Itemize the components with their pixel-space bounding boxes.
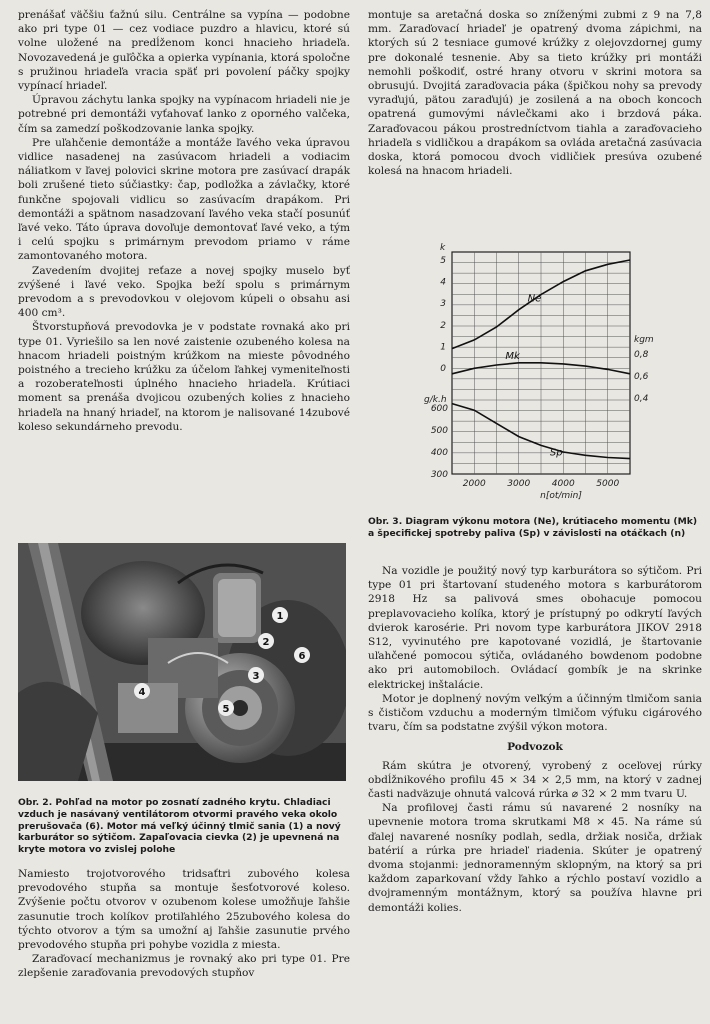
tick-label-left: 2 — [440, 320, 446, 331]
paragraph: Úpravou záchytu lanka spojky na vypínacom hriadeli nie je potrebné pri demontáži vyťahovať lanko z oporného valčeka, čím sa zamedzí poškodzovanie lanka spojky. — [18, 94, 350, 135]
engine-photo — [18, 543, 346, 781]
tick-label-left: 4 — [440, 277, 446, 288]
left-column-bottom — [18, 867, 350, 981]
tick-label-x: 5000 — [596, 479, 620, 489]
engine-illustration — [18, 543, 346, 781]
callout-label: 3 — [252, 671, 260, 682]
performance-chart — [418, 242, 678, 504]
right-column-top — [368, 8, 702, 178]
x-axis-label: n[ot/min] — [540, 491, 582, 501]
callout-label: 6 — [298, 651, 306, 662]
series-label: Mk — [505, 351, 520, 362]
tick-label-left: 500 — [430, 426, 448, 436]
tick-label-x: 4000 — [551, 479, 575, 489]
section-heading: Podvozok — [507, 741, 563, 754]
chart-canvas — [418, 242, 678, 504]
chart-caption: Obr. 3. Diagram výkonu motora (Ne), krútiaceho momentu (Mk) a špecifickej spotreby paliva (Sp) v závislosti na otáčkach (n) — [368, 516, 698, 539]
right-column-bottom — [368, 564, 702, 915]
paragraph: montuje sa aretačná doska so zníženými zubmi z 9 na 7,8 mm. Zaraďovací hriadeľ je opatrený dvoma zápichmi, na ktorých sú 2 tesniace gumové krúžky z olejovzdornej gumy pre dokonalé tesnenie. Aby sa tieto krúžky pri montáži nemohli poškodiť, ostré hrany otvoru v skrini motora sa obrusujú. Dvojitá zaraďovacia páka (špičkou nohy sa prevody vyraďujú, pätou zaraďujú) je zosilená a na oboch koncoch opatrená gumovými návlečkami ako i brzdová páka. Zaraďovacou pákou prostredníctvom tiahla a zaraďovacieho hriadeľa s vidličkou a drapákom sa ovláda aretačná zasúvacia doska, ktorá pomocou dvoch vidličiek presúva ozubené kolesá na hnacom hriadeli. — [368, 9, 702, 178]
tick-label-x: 2000 — [462, 479, 486, 489]
tick-label-left: 400 — [430, 448, 448, 458]
paragraph: Namiesto trojotvorového tridsaťtri zubového kolesa prevodového stupňa sa montuje šesťotvorové koleso. Zvýšenie počtu otvorov v ozubenom kolese umožňuje ľahšie zasunutie troch kolíkov protiľahlého 25zubového kolesa do týchto otvorov a tým sa umožní aj ľahšie zasunutie prvého prevodového stupňa pri pohybe vozidla z miesta. — [18, 868, 350, 952]
tick-label-x: 3000 — [507, 479, 531, 489]
photo-caption: Obr. 2. Pohľad na motor po zosnatí zadného krytu. Chladiaci vzduch je nasávaný ventilátorom otvormi pravého veka okolo prerušovača (6). Motor má veľký účinný tlmič sania (1) a nový karburátor so sýtičom. Zapaľovacia cievka (2) je upevnená na kryte motora vo zvislej polohe — [18, 797, 341, 856]
callout-label: 2 — [262, 637, 270, 648]
series-label: Ne — [527, 293, 542, 305]
tick-label-left: 1 — [440, 342, 446, 353]
paragraph: Štvorstupňová prevodovka je v podstate rovnaká ako pri type 01. Vyriešilo sa len nové zaistenie ozubeného kolesa na hnacom hriadeli poistným krúžkom na mieste pôvodného poistného a trecieho krúžku za účelom ľahkej vymeniteľnosti a rozoberateľnosti úplného hnacieho hriadeľa. Krútiaci moment sa prenáša dvojicou ozubených kolies z hnacieho hriadeľa na hnaný hriadeľ, na ktorom je nalisované 14zubové koleso sekundárneho prevodu. — [18, 321, 350, 433]
paragraph: Zaraďovací mechanizmus je rovnaký ako pri type 01. Pre zlepšenie zaraďovania prevodových stupňov — [18, 953, 350, 980]
tick-label-right: 0,8 — [634, 350, 649, 360]
paragraph: prenášať väčšiu ťažnú silu. Centrálne sa vypína — podobne ako pri type 01 — cez vodiace puzdro a hlavicu, ktoré sú volne uložené na predĺženom konci hnacieho hriadeľa. Novozavedená je guľôčka a opierka vypínania, ktorá spoločne s pružinou hriadeľa vracia späť pri povolení páčky spojky vypínací hriadeľ. — [18, 9, 350, 93]
tick-label-left: 300 — [430, 470, 448, 480]
axis-unit-left-top: k — [440, 243, 446, 253]
tick-label-left: 0 — [440, 364, 446, 374]
left-column-top — [18, 8, 350, 434]
axis-unit-right: kgm — [634, 335, 654, 345]
tick-label-left: 600 — [430, 404, 448, 414]
series-label: Sp — [549, 447, 563, 459]
paragraph: Pre uľahčenie demontáže a montáže ľavého veka úpravou vidlice nasadenej na zasúvacom hriadeli a vodiacim náliatkom v ľavej polovici skrine motora pre zasúvací drapák boli zrušené tieto súčiastky: čap, podložka a závlačky, ktoré funkčne spojovali vidlicu so zasúvacím drapákom. Pri demontáži a spätnom nasadzovaní ľavého veka stačí posunúť ľavé veko. Táto úprava dovoľuje demontovať ľavé veko, a tým i celú spojku s primárnym prevodom priamo v ráme zamontovaného motora. — [18, 136, 350, 263]
tick-label-left: 5 — [440, 256, 446, 266]
tick-label-left: 3 — [440, 299, 446, 310]
paragraph: Rám skútra je otvorený, vyrobený z oceľovej rúrky obdĺžnikového profilu 45 × 34 × 2,5 mm, na ktorý v zadnej časti nadväzuje ohnutá valcová rúrka ⌀ 32 × 2 mm tvaru U. — [368, 759, 702, 801]
tick-label-right: 0,6 — [634, 372, 649, 382]
paragraph: Motor je doplnený novým veľkým a účinným tlmičom sania s čističom vzduchu a moderným tlmičom výfuku cigárového tvaru, čím sa podstatne zvýšil výkon motora. — [368, 692, 702, 734]
paragraph: Zavedením dvojitej reťaze a novej spojky muselo byť zvýšené i ľavé veko. Spojka beží spolu s primárnym prevodom a s prevodovkou v olejovom kúpeli o obsahu asi 400 cm³. — [18, 264, 350, 320]
callout-label: 5 — [222, 704, 230, 715]
callout-label: 4 — [138, 687, 146, 698]
paragraph: Na profilovej časti rámu sú navarené 2 nosníky na upevnenie motora troma skrutkami M8 × 45. Na ráme sú ďalej navarené nosníky podlah, sedla, držiak nosiča, držiak batérií a rúrka pre hriadeľ riadenia. Skúter je opatrený dvoma stojanmi: jednoramenným sklopným, na ktorý sa pri každom zaparkovaní vždy ľahko a rýchlo postaví vozidlo a dvojramenným montážnym, ktorý sa používa hlavne pri demontáži kolies. — [368, 802, 702, 914]
tick-label-right: 0,4 — [634, 394, 649, 404]
paragraph: Na vozidle je použitý nový typ karburátora so sýtičom. Pri type 01 pri štartovaní studeného motora s karburátorom 2918 Hz sa palivová smes obohacuje pomocou preplavovacieho kolíka, ktorý je prístupný po odkrytí ľavých dvierok karosérie. Pri novom type karburátora JIKOV 2918 S12, vyvinutého pre kapotované vozidlá, je štartovanie uľahčené pomocou sýtiča, ovládaného bowdenom podobne ako pri automobiloch. Ovládací gombík je na skrinke elektrickej inštalácie. — [368, 565, 702, 691]
callout-label: 1 — [276, 611, 284, 622]
axis-unit-left-bottom: g/k.h — [424, 395, 447, 405]
